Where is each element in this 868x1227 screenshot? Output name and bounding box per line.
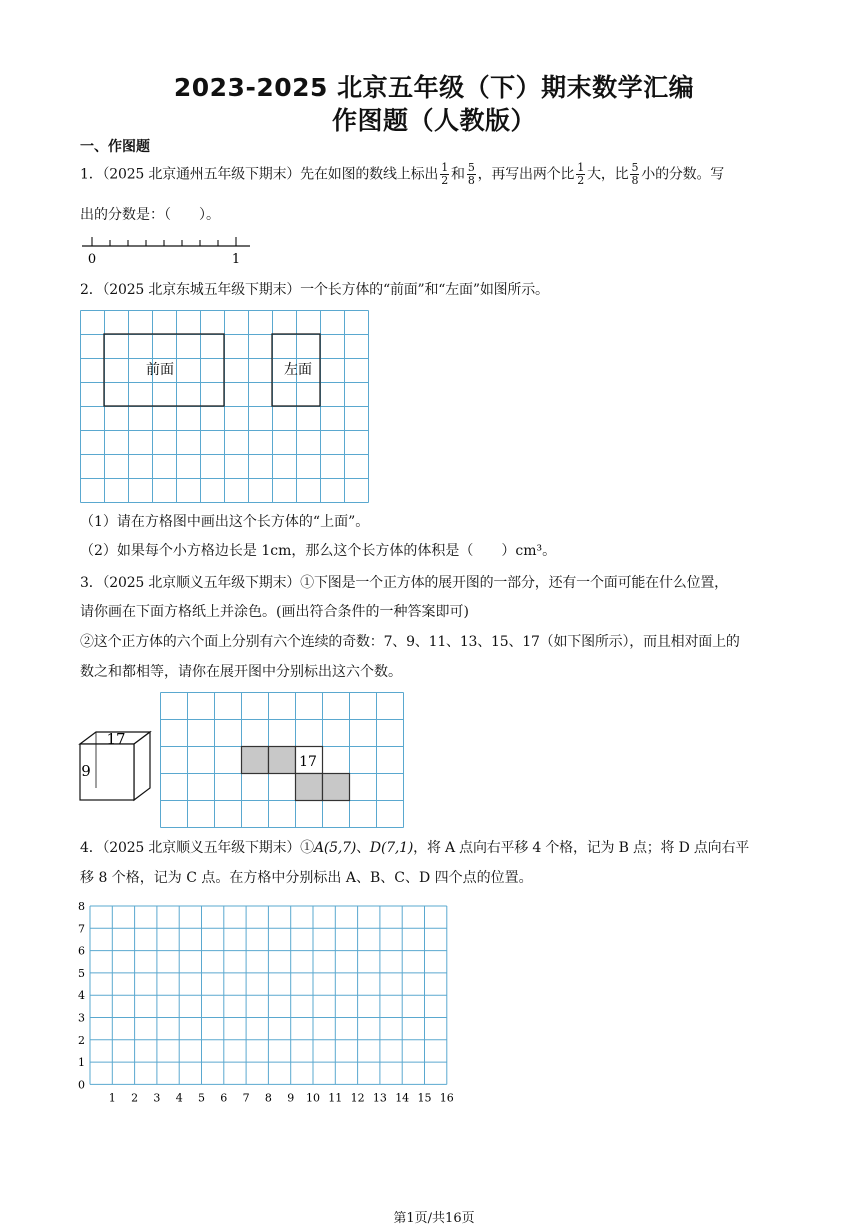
x-axis-label: 11 [328,1091,343,1105]
q1-part-d: 小的分数。写 [641,166,725,183]
coordinate-grid [72,896,462,1108]
q2-intro: 2．（2025 北京东城五年级下期末）一个长方体的“前面”和“左面”如图所示。 [80,282,549,298]
q4-sep: 、 [356,840,370,856]
x-axis-label: 6 [220,1091,228,1105]
x-axis-label: 8 [264,1091,272,1105]
page-subtitle: 作图题（人教版） [331,106,536,135]
x-axis-label: 4 [175,1091,183,1105]
y-axis-label: 7 [78,922,85,936]
q3-line4: 数之和都相等，请你在展开图中分别标出这六个数。 [80,664,402,680]
x-axis-label: 9 [287,1091,295,1105]
x-axis-label: 10 [306,1091,320,1105]
x-axis-label: 3 [153,1091,161,1105]
q2-sub1: （1）请在方格图中画出这个长方体的“上面”。 [80,514,370,530]
net-face [242,747,269,774]
net-face-17: 17 [299,754,317,770]
q4-part-b: ，将 A 点向右平移 4 个格，记为 B 点；将 D 点向右平 [413,840,750,856]
front-face-label: 前面 [146,362,174,378]
fraction-five-eighths: $\frac{5}{8}$ [467,161,475,187]
q2-sub2: （2）如果每个小方格边长是 1cm，那么这个长方体的体积是（ ）cm³。 [80,543,557,559]
x-axis-label: 5 [198,1091,205,1105]
page-title: 2023-2025 北京五年级（下）期末数学汇编 [173,73,695,102]
x-axis-label: 13 [372,1091,387,1105]
q4-part-a: 4．（2025 北京顺义五年级下期末）① [80,840,314,856]
y-axis-label: 6 [78,944,85,958]
y-axis-label: 1 [78,1056,85,1070]
net-face [269,747,296,774]
net-face [323,774,350,801]
x-axis-label: 15 [417,1091,432,1105]
y-axis-label: 2 [78,1033,85,1047]
section-heading: 一、作图题 [80,139,150,155]
q4-line1 [80,838,749,858]
y-axis-label: 4 [78,989,85,1003]
net-face [296,774,323,801]
q2-grid [80,310,370,504]
y-axis-label: 3 [78,1011,85,1025]
x-axis-label: 1 [108,1091,116,1105]
q1-part-a: 1．（2025 北京通州五年级下期末）先在如图的数线上标出 [80,166,439,183]
page-footer: 第1页/共16页 [393,1211,475,1226]
x-axis-label: 12 [350,1091,365,1105]
left-face-label: 左面 [284,362,312,378]
fraction-one-half: $\frac{1}{2}$ [577,161,585,187]
q3-line3: ②这个正方体的六个面上分别有六个连续的奇数：7、9、11、13、15、17（如下图所示），而且相对面上的 [80,634,740,650]
fraction-one-half: $\frac{1}{2}$ [441,161,448,187]
q1-answer-line: 出的分数是：（ ）。 [80,207,220,223]
x-axis-label: 2 [131,1091,139,1105]
y-axis-label: 0 [78,1078,85,1092]
y-axis-label: 5 [78,966,85,980]
number-line-label-0: 0 [87,252,97,266]
q3-line2: 请你画在下面方格纸上并涂色。(画出符合条件的一种答案即可) [80,604,469,620]
q1-part-c: 大，比 [587,166,629,183]
q1-part-b: ，再写出两个比 [477,166,575,183]
point-a: A(5,7) [314,840,357,856]
x-axis-label: 16 [439,1091,454,1105]
net-grid [160,692,406,830]
cube-top-number: 17 [106,730,126,748]
fraction-five-eighths: $\frac{5}{8}$ [631,161,639,187]
q4-line2: 移 8 个格，记为 C 点。在方格中分别标出 A、B、C、D 四个点的位置。 [80,870,533,886]
point-d: D(7,1) [369,840,414,856]
cube-left-number: 9 [81,762,91,780]
x-axis-label: 7 [242,1091,250,1105]
x-axis-label: 14 [395,1091,410,1105]
number-line-label-1: 1 [231,252,241,266]
q1-and: 和 [451,166,465,183]
q1-text [80,162,724,187]
number-line [78,232,258,266]
q3-line1: 3．（2025 北京顺义五年级下期末）①下图是一个正方体的展开图的一部分，还有一个面可能在什么位置， [80,575,728,591]
y-axis-label: 8 [78,900,85,913]
cube-figure [76,728,156,804]
